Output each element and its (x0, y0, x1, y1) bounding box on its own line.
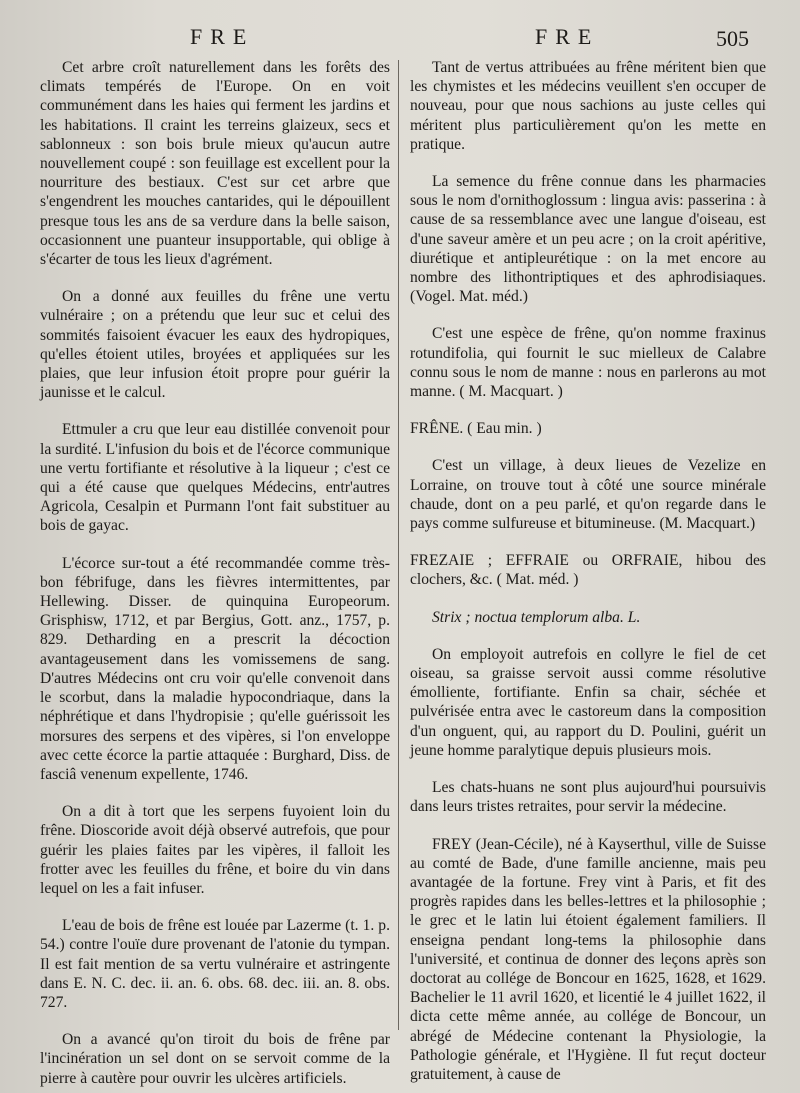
paragraph: FREY (Jean-Cécile), né à Kayserthul, ville de Suisse au comté de Bade, d'une famille ancienne, mais peu avantagée de la fortune. Frey vint à Paris, et fit des progrès rapides dans les belles-lettres et la philosophie ; le grec et le latin lui étoient également familiers. Il enseigna pendant long-tems la philosophie dans l'université, et continua de donner des leçons après son doctorat au collége de Boncour en 1625, 1628, et 1629. Bachelier le 11 avril 1620, et licentié le 4 juillet 1622, il dicta cette même année, au collége de Boncour, un abrégé de Médecine contenant la Physiologie, la Pathologie générale, et l'Hygiène. Il fut reçut docteur gratuitement, à cause de (410, 835, 766, 1083)
paragraph: C'est un village, à deux lieues de Vezelize en Lorraine, on trouve tout à côté une source minérale chaude, dont on a peu parlé, et qu'on regarde dans le pays comme sulfureuse et bitumineuse. (M. Macquart.) (410, 457, 766, 533)
paragraph: On a avancé qu'on tiroit du bois de frêne par l'incinération un sel dont on se servoit comme de la pierre à cautère pour ouvrir les ulcères artificiels. (40, 1031, 390, 1087)
page-number: 505 (716, 26, 749, 51)
entry-heading: FREZAIE ; EFFRAIE ou ORFRAIE, hibou des clochers, &c. ( Mat. méd. ) (410, 552, 766, 589)
paragraph: Tant de vertus attribuées au frêne méritent bien que les chymistes et les médecins veuillent s'en occuper de nouveau, pour que nous sachions au juste celles qui méritent plus particulièrement qu'on les mette en pratique. (410, 59, 766, 153)
paragraph: La semence du frêne connue dans les pharmacies sous le nom d'ornithoglossum : lingua avis: passerina : à cause de sa ressemblance avec une langue d'oiseau, est d'une saveur amère et un peu acre ; on la croit apéritive, diurétique et antipleurétique : on la met encore au nombre des lithontriptiques et des aphrodisiaques. (Vogel. Mat. méd.) (410, 173, 766, 306)
paragraph: On a dit à tort que les serpens fuyoient loin du frêne. Dioscoride avoit déjà observé autrefois, que pour guérir les plaies faites par les vipères, il falloit les frotter avec les feuilles du frêne, et boire du vin dans lequel on les a fait infuser. (40, 803, 390, 897)
paragraph: Ettmuler a cru que leur eau distillée convenoit pour la surdité. L'infusion du bois et de l'écorce communique une vertu fortifiante et résolutive à la liqueur ; c'est ce qui a été cause que quelques Médecins, entr'autres Agricola, Cesalpin et Purmann l'ont fait substituer au bois de gayac. (40, 421, 390, 535)
column-divider (398, 60, 399, 1030)
paragraph: On employoit autrefois en collyre le fiel de cet oiseau, sa graisse servoit aussi comme résolutive émolliente, fortifiante. Enfin sa chair, séchée et pulvérisée entra avec le castoreum dans la composition d'un onguent, qui, au rapport du D. Poulini, guérit un jeune homme paralytique depuis plusieurs mois. (410, 645, 766, 759)
right-column (410, 58, 766, 1084)
paragraph: On a donné aux feuilles du frêne une vertu vulnéraire ; on a prétendu que leur suc et celui des sommités faisoient évacuer les eaux des hydropiques, qu'elles étoient utiles, broyées et appliquées sur les plaies, que leur infusion étoit propre pour guérir la jaunisse et le calcul. (40, 288, 390, 402)
paragraph: Les chats-huans ne sont plus aujourd'hui poursuivis dans leurs tristes retraites, pour servir la médecine. (410, 779, 766, 816)
entry-heading: FRÊNE. ( Eau min. ) (410, 420, 542, 438)
running-head-right: FRE (535, 24, 600, 49)
running-head-left: FRE (190, 24, 255, 49)
paragraph: Cet arbre croît naturellement dans les forêts des climats tempérés de l'Europe. On en voit communément dans les haies qui ferment les jardins et les habitations. Il craint les terreins glaizeux, secs et sablonneux : son bois brule mieux qu'aucun autre nouvellement coupé : son feuillage est excellent pour la nourriture des bestiaux. C'est sur cet arbre que s'engendrent les mouches cantarides, qui le dépouillent presque tous les ans de sa verdure dans la belle saison, occasionnent une puanteur insupportable, qui oblige à s'écarter de tous les lieux d'agrément. (40, 59, 390, 269)
paragraph: L'écorce sur-tout a été recommandée comme très-bon fébrifuge, dans les fièvres intermittentes, par Hellewing. Disser. de quinquina Europeorum. Grisphisw, 1712, et par Bergius, Gott. anz., 1757, p. 829. Detharding en a prescrit la décoction avantageusement dans les vomissemens de sang. D'autres Médecins ont cru voir qu'elle convenoit dans le scorbut, dans la maladie hypocondriaque, dans la néphrétique et dans l'hydropisie ; qu'elle guérissoit les morsures des serpens et des vipères, si l'on enveloppe avec cette écorce la partie attaquée : Burghard, Diss. de fasciâ venenum expellente, 1746. (40, 554, 390, 783)
left-column (40, 58, 390, 1088)
paragraph: L'eau de bois de frêne est louée par Lazerme (t. 1. p. 54.) contre l'ouïe dure provenant de l'atonie du tympan. Il est fait mention de sa vertu vulnéraire et astringente dans E. N. C. dec. ii. an. 6. obs. 68. dec. iii. an. 8. obs. 727. (40, 917, 390, 1011)
paragraph: C'est une espèce de frêne, qu'on nomme fraxinus rotundifolia, qui fournit le suc mielleux de Calabre connu sous le nom de manne : nous en parlerons au mot manne. ( M. Macquart. ) (410, 325, 766, 401)
latin-name: Strix ; noctua templorum alba. L. (432, 608, 641, 626)
